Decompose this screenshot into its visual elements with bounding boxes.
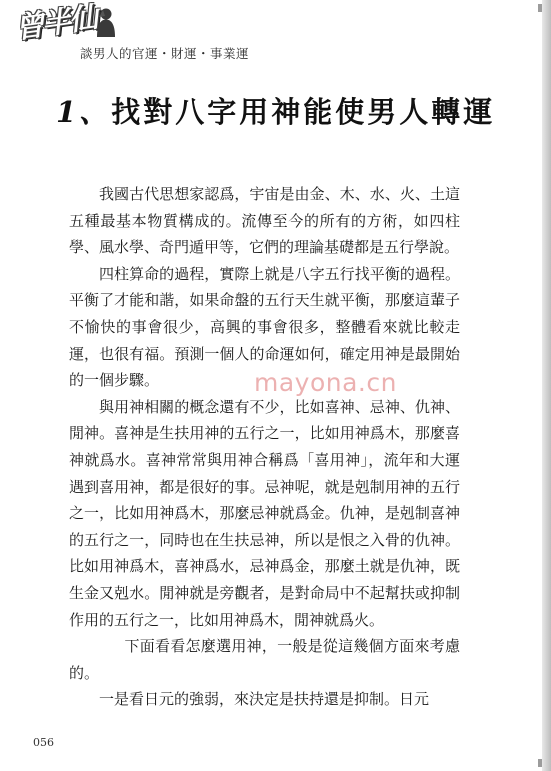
page-edge-shadow (542, 0, 551, 771)
page-number: 056 (33, 736, 54, 749)
paragraph: 我國古代思想家認爲，宇宙是由金、木、水、火、土這五種最基本物質構成的。流傳至今的所有的方術，如四柱學、風水學、奇門遁甲等，它們的理論基礎都是五行學說。 (69, 185, 460, 257)
book-logo: 曾半仙 (12, 0, 98, 46)
paragraph: 與用神相關的概念還有不少，比如喜神、忌神、仇神、閒神。喜神是生扶用神的五行之一，比如用神爲木，那麼喜神就爲水。喜神常常與用神合稱爲「喜用神」，流年和大運遇到喜用神，都是很好的事。忌神呢，就是剋制用神的五行之一，比如用神爲木，那麼忌神就爲金。仇神，是剋制喜神的五行之一，同時也在生扶忌神，所以是恨之入骨的仇神。比如用神爲木，喜神爲水，忌神爲金，那麼土就是仇神，既生金又剋水。閒神就是旁觀者，是對命局中不起幫扶或抑制作用的五行之一，比如用神爲木，閒神就爲火。 (69, 397, 460, 629)
chapter-number: 1、 (56, 95, 112, 129)
chapter-title-text: 找對八字用神能使男人轉運 (111, 95, 496, 129)
book-subtitle: 談男人的官運・財運・事業運 (80, 46, 250, 61)
running-header (12, 0, 318, 64)
spine-mark (538, 759, 542, 767)
chapter-title (56, 90, 526, 131)
author-silhouette-icon (94, 7, 116, 37)
spine-mark (538, 4, 542, 12)
watermark: mayona.cn (254, 368, 397, 397)
body-text (69, 181, 460, 713)
paragraph: 四柱算命的過程，實際上就是八字五行找平衡的過程。平衡了才能和諧，如果命盤的五行天生就平衡，那麼這輩子不愉快的事會很少，高興的事會很多，整體看來就比較走運，也很有福。預測一個人的命運如何，確定用神是最開始的一個步驟。 (69, 264, 460, 390)
paragraph: 一是看日元的強弱，來決定是扶持還是抑制。日元 (99, 690, 430, 709)
paragraph: 下面看看怎麼選用神，一般是從這幾個方面來考慮的。 (69, 637, 460, 682)
